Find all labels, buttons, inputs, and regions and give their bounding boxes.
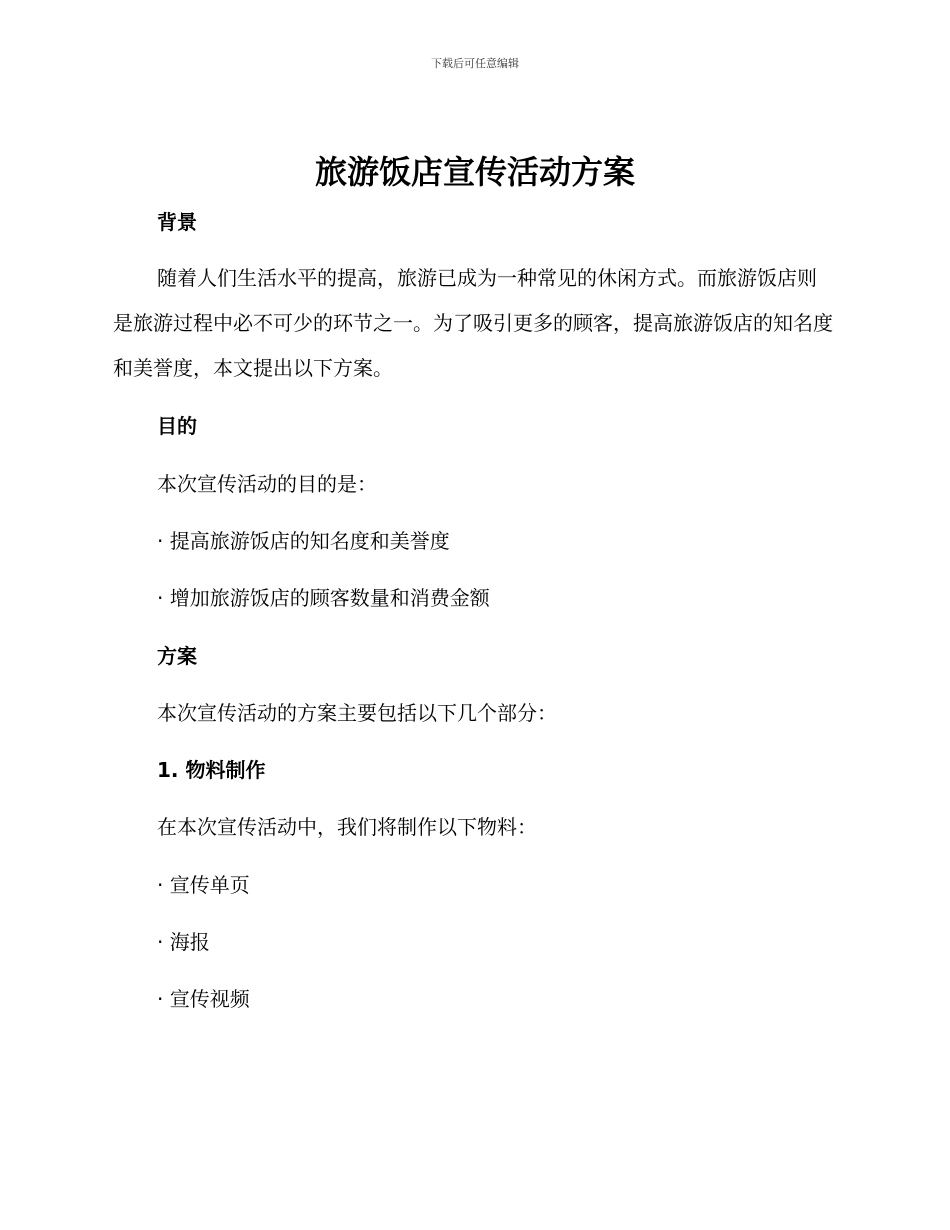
background-paragraph: 随着人们生活水平的提高，旅游已成为一种常见的休闲方式。而旅游饭店则是旅游过程中必不可少的环节之一。为了吸引更多的顾客，提高旅游饭店的知名度和美誉度，本文提出以下方案。 <box>113 266 833 380</box>
purpose-bullet-1: · 提高旅游饭店的知名度和美誉度 <box>157 529 450 553</box>
material-item-3: · 宣传视频 <box>157 987 250 1011</box>
material-item-1: · 宣传单页 <box>157 873 250 897</box>
section-heading-background: 背景 <box>157 210 197 234</box>
document-title: 旅游饭店宣传活动方案 <box>314 153 635 191</box>
section-heading-plan: 方案 <box>157 644 197 668</box>
plan-intro: 本次宣传活动的方案主要包括以下几个部分： <box>157 701 557 725</box>
material-item-2: · 海报 <box>157 930 210 954</box>
purpose-intro: 本次宣传活动的目的是： <box>157 472 377 496</box>
page-header-note: 下载后可任意编辑 <box>431 57 519 70</box>
materials-intro: 在本次宣传活动中，我们将制作以下物料： <box>157 815 537 839</box>
section-heading-purpose: 目的 <box>157 414 197 438</box>
subsection-heading-materials: 1. 物料制作 <box>157 758 266 782</box>
purpose-bullet-2: · 增加旅游饭店的顾客数量和消费金额 <box>157 586 490 610</box>
